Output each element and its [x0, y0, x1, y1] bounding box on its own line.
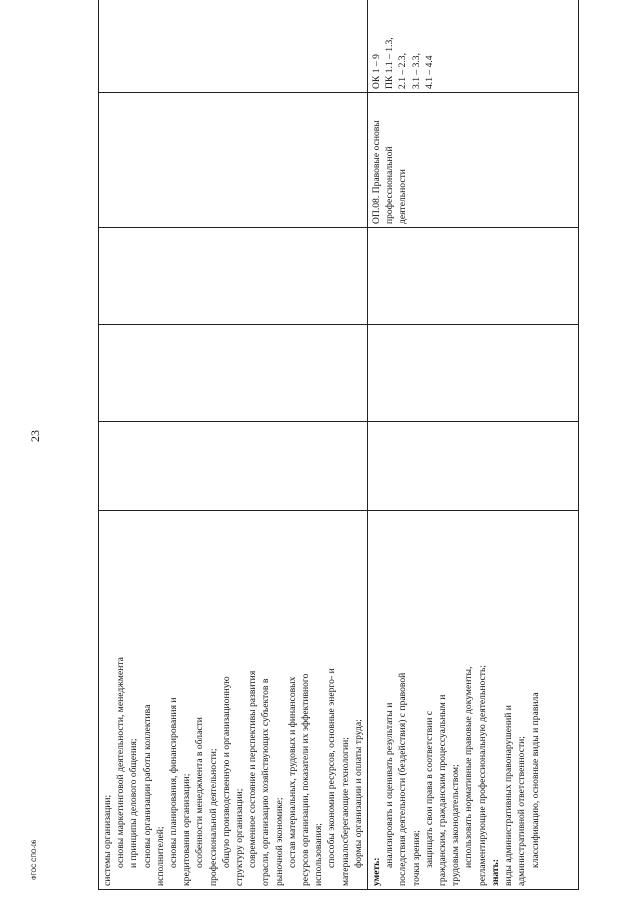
- text-line: использовать нормативные правовые документы,: [463, 666, 475, 868]
- discipline-cell-bottom: [368, 93, 579, 228]
- text-line: состав материальных, трудовых и финансовых: [286, 676, 298, 868]
- text-line: способы экономии ресурсов, основные энерго- и: [326, 668, 338, 868]
- competency-item: 4.1 – 4.4: [423, 55, 435, 89]
- text-line: структуру организации;: [234, 788, 246, 886]
- text-line: основы маркетинговой деятельности, менеджмента: [115, 657, 127, 868]
- text-line: общую производственную и организационную: [220, 676, 232, 868]
- competency-item: 2.1 – 2.3,: [397, 53, 409, 89]
- text-line: точки зрения;: [410, 830, 422, 886]
- footer-label: ФГОС СПО-06: [32, 839, 38, 880]
- competency-item: ОК 1 – 9: [371, 54, 383, 89]
- skills-lines: [383, 514, 489, 886]
- text-line: виды административных правонарушений и: [503, 705, 515, 886]
- text-line: последствия деятельности (бездействия) с правовой: [397, 672, 409, 886]
- text-line: формы организации и оплаты труда;: [352, 719, 364, 868]
- discipline-name: ОП.08. Правовые основы профессиональной деятельности: [371, 120, 409, 224]
- competency-cell-top: [99, 0, 368, 93]
- text-line: основы планирования, финансирования и: [168, 697, 180, 868]
- hours2-cell-top: [99, 325, 368, 422]
- content-lines: [101, 514, 365, 886]
- text-line: отрасли, организацию хозяйствующих субъектов в: [260, 678, 272, 886]
- text-line: и принципы делового общения;: [128, 738, 140, 868]
- discipline-cell-top: [99, 93, 368, 228]
- text-line: административной ответственности;: [516, 736, 528, 886]
- competency-item: 3.1 – 3.3,: [410, 53, 422, 89]
- text-line: защищать свои права в соответствии с: [423, 710, 435, 868]
- competency-list: [370, 0, 436, 89]
- text-line: профессиональной деятельности;: [207, 748, 219, 886]
- index-cell-top: [99, 228, 368, 325]
- competency-item: ПК 1.1 – 1.3,: [384, 37, 396, 89]
- page-number: 23: [28, 430, 42, 442]
- text-line: использования;: [313, 823, 325, 886]
- text-line: классификацию, основные виды и правила: [529, 692, 541, 868]
- text-line: основы организации работы коллектива: [141, 704, 153, 868]
- text-line: трудовым законодательством;: [450, 764, 462, 886]
- text-line: особенности менеджмента в области: [194, 717, 206, 868]
- text-line: кредитования организации;: [181, 773, 193, 886]
- content-cell-top: [99, 511, 368, 890]
- hours2-cell-bottom: [368, 325, 579, 422]
- text-line: регламентирующие профессиональную деятельность;: [476, 664, 488, 886]
- table-row-bottom: [368, 0, 579, 890]
- content-cell-bottom: [368, 511, 579, 890]
- skills-heading: уметь:: [371, 857, 383, 886]
- index-cell-bottom: [368, 228, 579, 325]
- text-line: современное состояние и перспективы развития: [247, 670, 259, 868]
- text-line: гражданским, гражданским процессуальным и: [437, 694, 449, 886]
- standards-table: [98, 0, 579, 890]
- knowledge-lines: [502, 514, 542, 886]
- text-line: исполнителей;: [154, 826, 166, 886]
- text-line: материалосберегающие технологии;: [339, 737, 351, 886]
- hours-cell-top: [99, 422, 368, 511]
- competency-cell-bottom: [368, 0, 579, 93]
- text-line: рыночной экономике;: [273, 797, 285, 886]
- hours-cell-bottom: [368, 422, 579, 511]
- rotated-page: [98, 28, 579, 890]
- text-line: анализировать и оценивать результаты и: [384, 702, 396, 868]
- text-line: ресурсов организации, показатели их эффективного: [300, 673, 312, 886]
- table-row-top: [99, 0, 368, 890]
- knowledge-heading: знать:: [489, 859, 501, 886]
- text-line: системы организации;: [102, 794, 113, 886]
